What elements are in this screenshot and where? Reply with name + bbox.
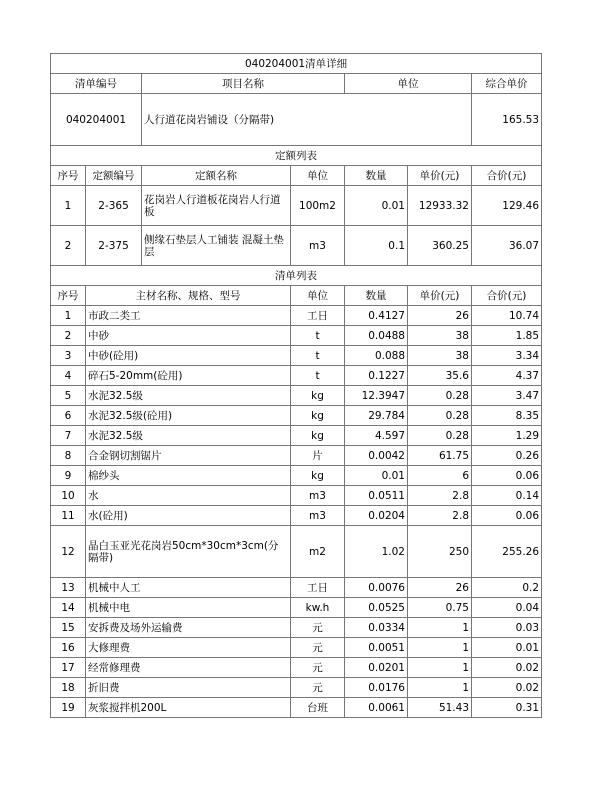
- material-unit: m2: [291, 526, 345, 578]
- material-qty: 0.0201: [345, 658, 408, 678]
- material-total: 0.06: [472, 506, 542, 526]
- material-price: 38: [408, 346, 472, 366]
- material-total: 1.29: [472, 426, 542, 446]
- material-price: 1: [408, 618, 472, 638]
- item-code: 040204001: [51, 94, 142, 146]
- material-row: [51, 578, 542, 598]
- material-name: 水泥32.5级(砼用): [86, 406, 291, 426]
- material-no: 15: [51, 618, 86, 638]
- materials-col-no: 序号: [51, 286, 86, 306]
- material-unit: kw.h: [291, 598, 345, 618]
- material-unit: t: [291, 326, 345, 346]
- material-name: 水(砼用): [86, 506, 291, 526]
- material-total: 0.04: [472, 598, 542, 618]
- material-no: 19: [51, 698, 86, 718]
- quota-price: 12933.32: [408, 186, 472, 226]
- material-no: 7: [51, 426, 86, 446]
- material-total: 0.01: [472, 638, 542, 658]
- material-price: 6: [408, 466, 472, 486]
- material-no: 3: [51, 346, 86, 366]
- material-unit: kg: [291, 426, 345, 446]
- material-row: [51, 506, 542, 526]
- material-name: 合金钢切割锯片: [86, 446, 291, 466]
- material-total: 0.02: [472, 678, 542, 698]
- material-unit: 工日: [291, 578, 345, 598]
- material-no: 4: [51, 366, 86, 386]
- material-row: [51, 406, 542, 426]
- material-no: 16: [51, 638, 86, 658]
- material-price: 0.28: [408, 386, 472, 406]
- material-row: [51, 658, 542, 678]
- material-price: 2.8: [408, 486, 472, 506]
- material-total: 3.34: [472, 346, 542, 366]
- material-price: 2.8: [408, 506, 472, 526]
- quota-row: [51, 186, 542, 226]
- material-no: 12: [51, 526, 86, 578]
- material-no: 2: [51, 326, 86, 346]
- material-no: 10: [51, 486, 86, 506]
- material-total: 1.85: [472, 326, 542, 346]
- materials-col-unit: 单位: [291, 286, 345, 306]
- material-no: 11: [51, 506, 86, 526]
- material-name: 安拆费及场外运输费: [86, 618, 291, 638]
- quota-unit: 100m2: [291, 186, 345, 226]
- materials-header-row: [51, 286, 542, 306]
- material-total: 0.03: [472, 618, 542, 638]
- material-price: 26: [408, 306, 472, 326]
- material-no: 1: [51, 306, 86, 326]
- material-total: 8.35: [472, 406, 542, 426]
- material-name: 中砂(砼用): [86, 346, 291, 366]
- material-total: 0.06: [472, 466, 542, 486]
- material-total: 255.26: [472, 526, 542, 578]
- material-qty: 29.784: [345, 406, 408, 426]
- quota-section-title: 定额列表: [51, 146, 542, 166]
- material-row: [51, 326, 542, 346]
- quota-row: [51, 226, 542, 266]
- material-unit: 工日: [291, 306, 345, 326]
- quota-col-unit: 单位: [291, 166, 345, 186]
- material-total: 10.74: [472, 306, 542, 326]
- quota-col-code: 定额编号: [86, 166, 142, 186]
- material-name: 水: [86, 486, 291, 506]
- material-name: 棉纱头: [86, 466, 291, 486]
- material-unit: kg: [291, 386, 345, 406]
- material-total: 0.2: [472, 578, 542, 598]
- material-no: 13: [51, 578, 86, 598]
- material-unit: 元: [291, 638, 345, 658]
- material-row: [51, 346, 542, 366]
- material-name: 晶白玉亚光花岗岩50cm*30cm*3cm(分隔带): [86, 526, 291, 578]
- quota-qty: 0.1: [345, 226, 408, 266]
- material-unit: 片: [291, 446, 345, 466]
- material-unit: kg: [291, 466, 345, 486]
- material-qty: 0.0176: [345, 678, 408, 698]
- material-price: 38: [408, 326, 472, 346]
- material-price: 35.6: [408, 366, 472, 386]
- quota-header-row: [51, 166, 542, 186]
- material-row: [51, 698, 542, 718]
- material-name: 折旧费: [86, 678, 291, 698]
- material-row: [51, 386, 542, 406]
- quota-no: 1: [51, 186, 86, 226]
- material-row: [51, 618, 542, 638]
- quota-name: 花岗岩人行道板花岗岩人行道板: [142, 186, 291, 226]
- quota-no: 2: [51, 226, 86, 266]
- quota-qty: 0.01: [345, 186, 408, 226]
- material-price: 250: [408, 526, 472, 578]
- table-title: 040204001清单详细: [51, 54, 542, 74]
- material-total: 0.14: [472, 486, 542, 506]
- quota-col-qty: 数量: [345, 166, 408, 186]
- material-qty: 0.0511: [345, 486, 408, 506]
- material-qty: 0.0334: [345, 618, 408, 638]
- item-name: 人行道花岗岩铺设（分隔带): [142, 94, 472, 146]
- quota-unit: m3: [291, 226, 345, 266]
- name-header: 项目名称: [142, 74, 345, 94]
- material-qty: 0.01: [345, 466, 408, 486]
- material-price: 1: [408, 658, 472, 678]
- unit-header: 单位: [345, 74, 472, 94]
- material-price: 26: [408, 578, 472, 598]
- material-name: 灰浆搅拌机200L: [86, 698, 291, 718]
- material-name: 机械中电: [86, 598, 291, 618]
- material-row: [51, 678, 542, 698]
- material-qty: 0.0051: [345, 638, 408, 658]
- material-qty: 0.4127: [345, 306, 408, 326]
- material-row: [51, 638, 542, 658]
- material-name: 水泥32.5级: [86, 426, 291, 446]
- material-total: 0.02: [472, 658, 542, 678]
- material-qty: 4.597: [345, 426, 408, 446]
- material-total: 4.37: [472, 366, 542, 386]
- material-name: 经常修理费: [86, 658, 291, 678]
- quota-code: 2-365: [86, 186, 142, 226]
- material-price: 0.75: [408, 598, 472, 618]
- quota-col-name: 定额名称: [142, 166, 291, 186]
- material-qty: 0.0204: [345, 506, 408, 526]
- material-row: [51, 366, 542, 386]
- detail-table: [50, 53, 542, 718]
- material-qty: 0.0488: [345, 326, 408, 346]
- material-unit: kg: [291, 406, 345, 426]
- material-row: [51, 306, 542, 326]
- material-qty: 0.0525: [345, 598, 408, 618]
- quota-total: 129.46: [472, 186, 542, 226]
- material-price: 1: [408, 638, 472, 658]
- material-price: 0.28: [408, 426, 472, 446]
- material-row: [51, 598, 542, 618]
- material-qty: 1.02: [345, 526, 408, 578]
- material-qty: 12.3947: [345, 386, 408, 406]
- quota-col-price: 单价(元): [408, 166, 472, 186]
- material-total: 0.26: [472, 446, 542, 466]
- material-price: 61.75: [408, 446, 472, 466]
- material-name: 机械中人工: [86, 578, 291, 598]
- quota-col-no: 序号: [51, 166, 86, 186]
- quota-name: 侧缘石垫层人工铺装 混凝土垫层: [142, 226, 291, 266]
- material-price: 51.43: [408, 698, 472, 718]
- material-qty: 0.0076: [345, 578, 408, 598]
- material-name: 碎石5-20mm(砼用): [86, 366, 291, 386]
- material-unit: m3: [291, 486, 345, 506]
- materials-col-price: 单价(元): [408, 286, 472, 306]
- materials-col-qty: 数量: [345, 286, 408, 306]
- material-unit: t: [291, 366, 345, 386]
- material-no: 9: [51, 466, 86, 486]
- material-row: [51, 426, 542, 446]
- material-price: 1: [408, 678, 472, 698]
- material-unit: t: [291, 346, 345, 366]
- material-qty: 0.1227: [345, 366, 408, 386]
- material-name: 市政二类工: [86, 306, 291, 326]
- material-row: [51, 486, 542, 506]
- materials-section-title: 清单列表: [51, 266, 542, 286]
- price-header: 综合单价: [472, 74, 542, 94]
- material-name: 中砂: [86, 326, 291, 346]
- materials-col-total: 合价(元): [472, 286, 542, 306]
- material-no: 17: [51, 658, 86, 678]
- material-row: [51, 526, 542, 578]
- material-unit: 元: [291, 678, 345, 698]
- item-price: 165.53: [472, 94, 542, 146]
- quota-col-total: 合价(元): [472, 166, 542, 186]
- material-unit: 台班: [291, 698, 345, 718]
- material-no: 18: [51, 678, 86, 698]
- materials-col-name: 主材名称、规格、型号: [86, 286, 291, 306]
- material-total: 0.31: [472, 698, 542, 718]
- material-name: 大修理费: [86, 638, 291, 658]
- material-qty: 0.0042: [345, 446, 408, 466]
- material-price: 0.28: [408, 406, 472, 426]
- material-no: 6: [51, 406, 86, 426]
- material-no: 8: [51, 446, 86, 466]
- material-name: 水泥32.5级: [86, 386, 291, 406]
- material-unit: 元: [291, 658, 345, 678]
- material-no: 5: [51, 386, 86, 406]
- quota-code: 2-375: [86, 226, 142, 266]
- material-total: 3.47: [472, 386, 542, 406]
- material-row: [51, 466, 542, 486]
- material-unit: m3: [291, 506, 345, 526]
- material-no: 14: [51, 598, 86, 618]
- material-unit: 元: [291, 618, 345, 638]
- material-qty: 0.088: [345, 346, 408, 366]
- quota-price: 360.25: [408, 226, 472, 266]
- material-row: [51, 446, 542, 466]
- quota-total: 36.07: [472, 226, 542, 266]
- code-header: 清单编号: [51, 74, 142, 94]
- material-qty: 0.0061: [345, 698, 408, 718]
